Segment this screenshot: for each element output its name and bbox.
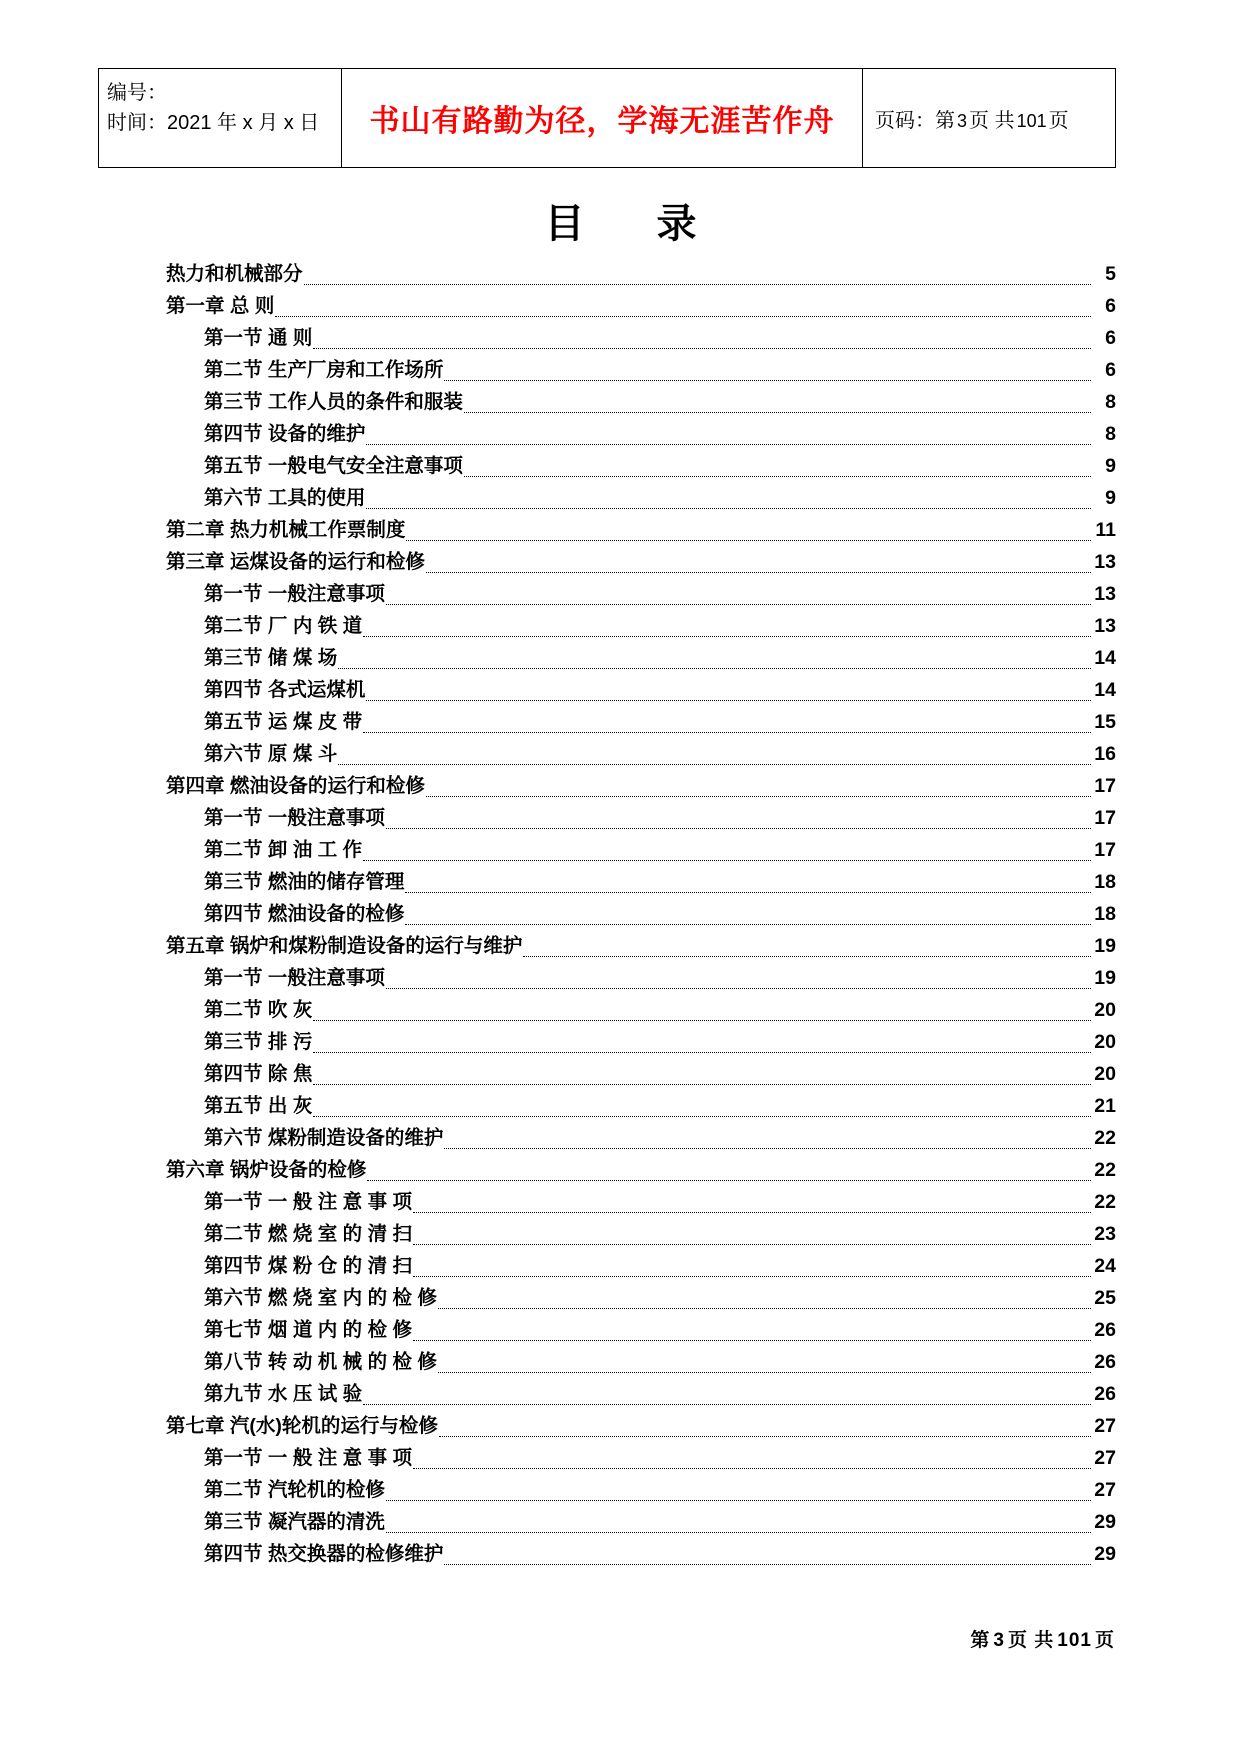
- toc-leader-dots: [363, 635, 1091, 637]
- toc-leader-dots: [363, 1403, 1091, 1405]
- toc-leader-dots: [439, 1435, 1091, 1437]
- footer-mid: 页 共: [1008, 1630, 1055, 1651]
- toc-leader-dots: [413, 1339, 1091, 1341]
- header-pagination: [875, 104, 1069, 133]
- toc-entry[interactable]: [98, 578, 1116, 610]
- toc-entry-label: 第四节 除 焦: [204, 1063, 313, 1085]
- toc-leader-dots: [366, 507, 1091, 509]
- toc-entry-page: 22: [1094, 1159, 1116, 1181]
- toc-entry[interactable]: [98, 1026, 1116, 1058]
- toc-entry[interactable]: [98, 866, 1116, 898]
- toc-leader-dots: [338, 763, 1091, 765]
- toc-leader-dots: [464, 475, 1091, 477]
- page-title: [0, 192, 1241, 249]
- toc-entry-label: 第二章 热力机械工作票制度: [166, 519, 406, 541]
- toc-entry-page: 21: [1094, 1095, 1116, 1117]
- toc-leader-dots: [464, 411, 1091, 413]
- toc-entry-page: 16: [1094, 743, 1116, 765]
- toc-entry-page: 26: [1094, 1383, 1116, 1405]
- toc-entry-page: 27: [1094, 1447, 1116, 1469]
- toc-entry[interactable]: [98, 1314, 1116, 1346]
- toc-leader-dots: [366, 443, 1091, 445]
- header-page-total: 101: [1016, 110, 1047, 131]
- toc-entry-page: 19: [1094, 935, 1116, 957]
- toc-leader-dots: [313, 347, 1091, 349]
- toc-entry[interactable]: [98, 770, 1116, 802]
- toc-entry-page: 20: [1094, 1031, 1116, 1053]
- toc-entry[interactable]: [98, 1090, 1116, 1122]
- toc-entry-page: 6: [1105, 327, 1116, 349]
- toc-entry-page: 29: [1094, 1511, 1116, 1533]
- toc-entry-label: 第二节 卸 油 工 作: [204, 839, 363, 861]
- toc-entry[interactable]: [98, 642, 1116, 674]
- toc-entry-label: 第五节 一般电气安全注意事项: [204, 455, 463, 477]
- toc-entry-label: 第四节 设备的维护: [204, 423, 366, 445]
- toc-leader-dots: [406, 539, 1091, 541]
- toc-entry[interactable]: [98, 450, 1116, 482]
- toc-entry-label: 第六节 燃 烧 室 内 的 检 修: [204, 1287, 437, 1309]
- toc-entry-label: 第一节 一般注意事项: [204, 807, 385, 829]
- toc-entry-label: 第八节 转 动 机 械 的 检 修: [204, 1351, 437, 1373]
- toc-entry[interactable]: [98, 418, 1116, 450]
- toc-entry-label: 第一节 通 则: [204, 327, 313, 349]
- toc-entry-label: 第七章 汽(水)轮机的运行与检修: [166, 1415, 438, 1437]
- toc-entry-label: 第三节 储 煤 场: [204, 647, 338, 669]
- toc-entry-label: 第一节 一 般 注 意 事 项: [204, 1191, 413, 1213]
- header-page-prefix: 页码：第: [875, 109, 955, 132]
- toc-entry-label: 第一章 总 则: [166, 295, 275, 317]
- toc-entry-page: 9: [1105, 487, 1116, 509]
- toc-entry-page: 26: [1094, 1319, 1116, 1341]
- toc-entry-label: 第四节 各式运煤机: [204, 679, 366, 701]
- toc-entry[interactable]: [98, 1474, 1116, 1506]
- toc-entry-page: 27: [1094, 1415, 1116, 1437]
- toc-leader-dots: [313, 1083, 1091, 1085]
- page-title-right: 录: [656, 202, 697, 246]
- toc-entry-label: 第六节 原 煤 斗: [204, 743, 338, 765]
- toc-entry-page: 18: [1094, 871, 1116, 893]
- toc-entry[interactable]: [98, 322, 1116, 354]
- toc-entry-label: 第五节 运 煤 皮 带: [204, 711, 363, 733]
- toc-entry-page: 5: [1105, 263, 1116, 285]
- toc-entry-label: 第三节 工作人员的条件和服装: [204, 391, 463, 413]
- toc-entry[interactable]: [98, 546, 1116, 578]
- toc-entry[interactable]: [98, 1122, 1116, 1154]
- toc-entry-label: 第一节 一 般 注 意 事 项: [204, 1447, 413, 1469]
- footer-total: 101: [1057, 1630, 1092, 1651]
- toc-leader-dots: [363, 859, 1091, 861]
- toc-entry-label: 第三节 燃油的储存管理: [204, 871, 405, 893]
- toc-entry[interactable]: [98, 386, 1116, 418]
- toc-leader-dots: [338, 667, 1091, 669]
- toc-entry-page: 18: [1094, 903, 1116, 925]
- page-footer: [970, 1625, 1115, 1652]
- toc-entry-page: 27: [1094, 1479, 1116, 1501]
- toc-entry-label: 热力和机械部分: [166, 263, 303, 285]
- toc-entry[interactable]: [98, 1378, 1116, 1410]
- footer-current: 3: [993, 1630, 1005, 1651]
- toc-entry-label: 第三节 排 污: [204, 1031, 313, 1053]
- toc-entry-label: 第一节 一般注意事项: [204, 583, 385, 605]
- toc-entry[interactable]: [98, 1282, 1116, 1314]
- toc-entry-page: 24: [1094, 1255, 1116, 1277]
- toc-leader-dots: [413, 1467, 1091, 1469]
- toc-entry[interactable]: [98, 674, 1116, 706]
- toc-entry-label: 第五章 锅炉和煤粉制造设备的运行与维护: [166, 935, 523, 957]
- toc-entry-page: 11: [1095, 519, 1116, 541]
- toc-entry-label: 第二节 燃 烧 室 的 清 扫: [204, 1223, 413, 1245]
- toc-leader-dots: [386, 603, 1091, 605]
- toc-entry-label: 第六节 煤粉制造设备的维护: [204, 1127, 444, 1149]
- header-slogan: 书山有路勤为径，学海无涯苦作舟: [369, 105, 835, 138]
- toc-entry-page: 8: [1105, 391, 1116, 413]
- toc-entry-page: 13: [1094, 551, 1116, 573]
- header-meta-cell: [99, 69, 342, 167]
- toc-entry-page: 6: [1105, 359, 1116, 381]
- toc-entry[interactable]: [98, 1058, 1116, 1090]
- toc-entry-page: 25: [1094, 1287, 1116, 1309]
- page-header: [98, 68, 1116, 168]
- toc-entry-page: 23: [1094, 1223, 1116, 1245]
- toc-entry-page: 8: [1105, 423, 1116, 445]
- toc-entry-label: 第四章 燃油设备的运行和检修: [166, 775, 425, 797]
- toc-entry-label: 第五节 出 灰: [204, 1095, 313, 1117]
- toc-entry-label: 第三章 运煤设备的运行和检修: [166, 551, 425, 573]
- toc-leader-dots: [444, 1563, 1091, 1565]
- toc-leader-dots: [313, 1051, 1091, 1053]
- toc-entry-page: 6: [1105, 295, 1116, 317]
- header-page-suffix: 页: [1048, 109, 1069, 132]
- toc-entry[interactable]: [98, 514, 1116, 546]
- toc-entry[interactable]: [98, 994, 1116, 1026]
- toc-entry[interactable]: [98, 1506, 1116, 1538]
- toc-entry[interactable]: [98, 290, 1116, 322]
- toc-entry[interactable]: [98, 482, 1116, 514]
- toc-entry-page: 13: [1094, 615, 1116, 637]
- toc-leader-dots: [426, 571, 1091, 573]
- table-of-contents: [98, 258, 1116, 1570]
- toc-entry[interactable]: [98, 706, 1116, 738]
- toc-leader-dots: [405, 891, 1091, 893]
- toc-entry-page: 17: [1094, 839, 1116, 861]
- toc-entry-label: 第六章 锅炉设备的检修: [166, 1159, 367, 1181]
- toc-leader-dots: [405, 923, 1091, 925]
- toc-leader-dots: [413, 1243, 1091, 1245]
- toc-entry-label: 第二节 汽轮机的检修: [204, 1479, 385, 1501]
- toc-entry-page: 22: [1094, 1127, 1116, 1149]
- toc-entry-label: 第六节 工具的使用: [204, 487, 366, 509]
- toc-leader-dots: [275, 315, 1091, 317]
- header-pagination-cell: [863, 69, 1115, 167]
- toc-entry[interactable]: [98, 258, 1116, 290]
- toc-entry[interactable]: [98, 802, 1116, 834]
- footer-prefix: 第: [970, 1630, 991, 1651]
- toc-entry[interactable]: [98, 898, 1116, 930]
- toc-entry-page: 29: [1094, 1543, 1116, 1565]
- toc-entry-label: 第二节 吹 灰: [204, 999, 313, 1021]
- toc-leader-dots: [386, 1531, 1091, 1533]
- toc-entry[interactable]: [98, 962, 1116, 994]
- toc-entry-label: 第七节 烟 道 内 的 检 修: [204, 1319, 413, 1341]
- toc-entry[interactable]: [98, 354, 1116, 386]
- toc-leader-dots: [386, 1499, 1091, 1501]
- header-number: 编号：: [107, 82, 167, 104]
- toc-entry-label: 第二节 生产厂房和工作场所: [204, 359, 444, 381]
- toc-leader-dots: [438, 1307, 1091, 1309]
- toc-entry[interactable]: [98, 834, 1116, 866]
- toc-entry-label: 第二节 厂 内 铁 道: [204, 615, 363, 637]
- toc-entry-page: 19: [1094, 967, 1116, 989]
- toc-leader-dots: [444, 379, 1091, 381]
- toc-entry-page: 9: [1105, 455, 1116, 477]
- toc-leader-dots: [444, 1147, 1091, 1149]
- toc-leader-dots: [523, 955, 1091, 957]
- toc-leader-dots: [386, 827, 1091, 829]
- toc-entry[interactable]: [98, 1250, 1116, 1282]
- toc-entry-page: 17: [1094, 775, 1116, 797]
- toc-leader-dots: [438, 1371, 1091, 1373]
- toc-entry-page: 14: [1094, 679, 1116, 701]
- toc-leader-dots: [426, 795, 1091, 797]
- toc-leader-dots: [413, 1211, 1091, 1213]
- toc-entry-page: 20: [1094, 1063, 1116, 1085]
- toc-entry[interactable]: [98, 610, 1116, 642]
- toc-entry-label: 第三节 凝汽器的清洗: [204, 1511, 385, 1533]
- toc-entry-label: 第四节 煤 粉 仓 的 清 扫: [204, 1255, 413, 1277]
- toc-entry[interactable]: [98, 1154, 1116, 1186]
- header-slogan-cell: [342, 69, 863, 167]
- toc-leader-dots: [367, 1179, 1091, 1181]
- toc-entry-label: 第四节 热交换器的检修维护: [204, 1543, 444, 1565]
- toc-leader-dots: [413, 1275, 1091, 1277]
- toc-leader-dots: [304, 283, 1091, 285]
- header-page-current: 3: [957, 110, 968, 131]
- footer-suffix: 页: [1094, 1630, 1115, 1651]
- toc-entry[interactable]: [98, 1442, 1116, 1474]
- header-page-mid: 页 共: [969, 109, 1015, 132]
- toc-entry-page: 22: [1094, 1191, 1116, 1213]
- toc-entry-page: 13: [1094, 583, 1116, 605]
- toc-entry[interactable]: [98, 1410, 1116, 1442]
- toc-entry[interactable]: [98, 930, 1116, 962]
- toc-entry-page: 17: [1094, 807, 1116, 829]
- toc-leader-dots: [313, 1019, 1091, 1021]
- toc-entry-page: 15: [1094, 711, 1116, 733]
- toc-entry-label: 第一节 一般注意事项: [204, 967, 385, 989]
- toc-entry-label: 第九节 水 压 试 验: [204, 1383, 363, 1405]
- toc-entry-page: 20: [1094, 999, 1116, 1021]
- toc-entry[interactable]: [98, 1218, 1116, 1250]
- toc-entry-page: 14: [1094, 647, 1116, 669]
- header-time: 时间：2021 年 x 月 x 日: [107, 112, 320, 134]
- toc-leader-dots: [366, 699, 1091, 701]
- toc-leader-dots: [313, 1115, 1091, 1117]
- toc-entry-page: 26: [1094, 1351, 1116, 1373]
- toc-leader-dots: [386, 987, 1091, 989]
- toc-entry[interactable]: [98, 1538, 1116, 1570]
- toc-leader-dots: [363, 731, 1091, 733]
- toc-entry-label: 第四节 燃油设备的检修: [204, 903, 405, 925]
- toc-entry[interactable]: [98, 738, 1116, 770]
- toc-entry[interactable]: [98, 1346, 1116, 1378]
- toc-entry[interactable]: [98, 1186, 1116, 1218]
- page-title-left: 目: [544, 202, 585, 246]
